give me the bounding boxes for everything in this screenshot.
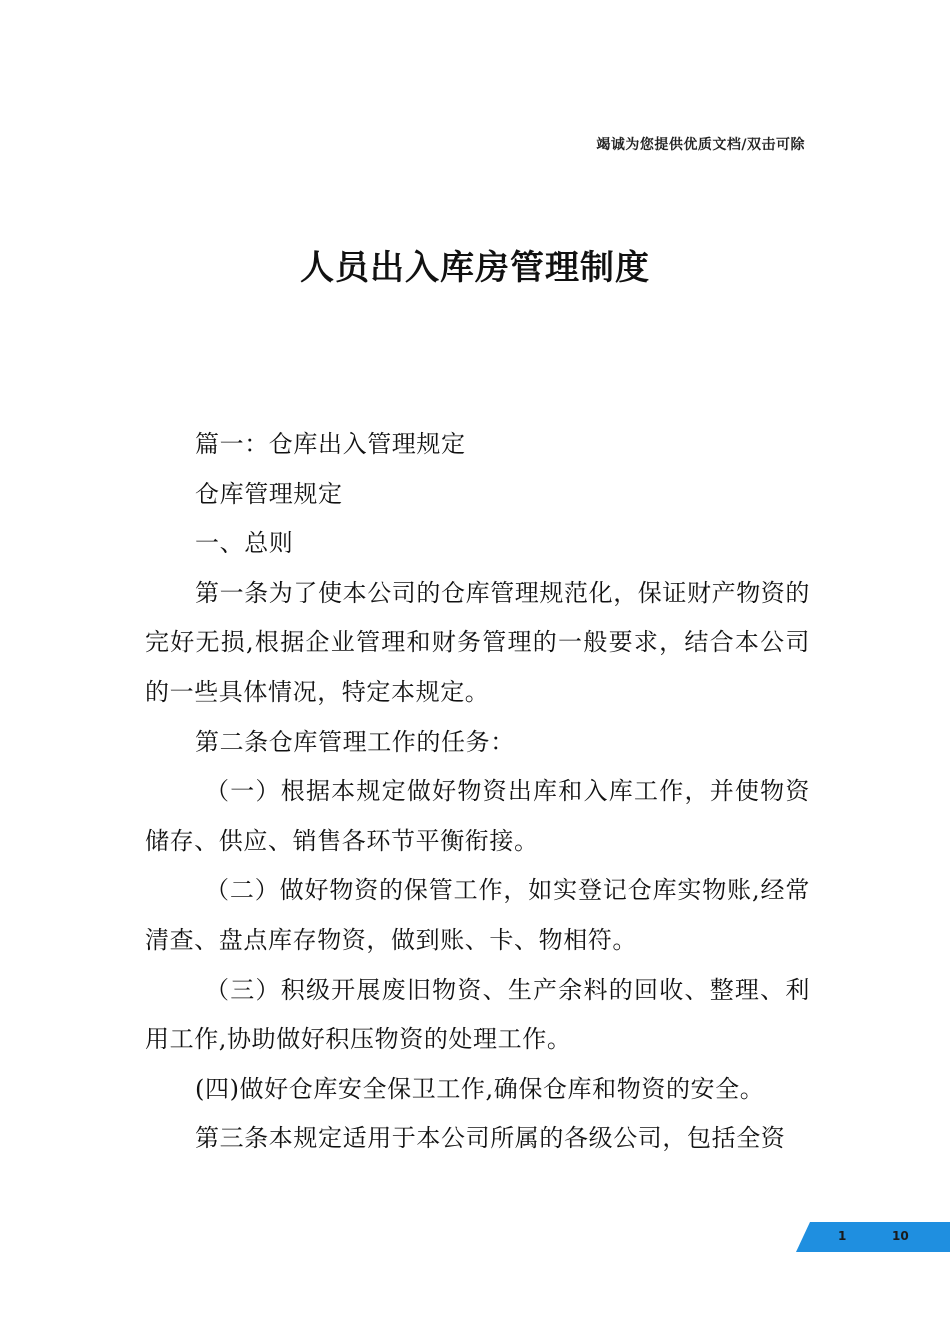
page-footer	[796, 1222, 950, 1252]
section-heading: 篇一：仓库出入管理规定	[195, 430, 466, 458]
subtitle: 仓库管理规定	[195, 479, 343, 508]
document-body	[145, 420, 810, 1164]
list-item: （三）积级开展废旧物资、生产余料的回收、整理、利用工作,协助做好积压物资的处理工作。	[145, 975, 810, 1054]
chapter-heading: 一、总则	[195, 529, 294, 558]
page-banner-shape	[796, 1222, 950, 1252]
document-title: 人员出入库房管理制度	[300, 248, 650, 288]
page-total: 10	[892, 1229, 909, 1243]
list-item: (四)做好仓库安全保卫工作,确保仓库和物资的安全。	[195, 1074, 765, 1103]
paragraph: 第二条仓库管理工作的任务：	[195, 727, 515, 756]
list-item: （二）做好物资的保管工作，如实登记仓库实物账,经常清查、盘点库存物资，做到账、卡、物相符。	[145, 876, 810, 954]
list-item: （一）根据本规定做好物资出库和入库工作，并使物资储存、供应、销售各环节平衡衔接。	[145, 777, 810, 855]
paragraph: 第一条为了使本公司的仓库管理规范化，保证财产物资的完好无损,根据企业管理和财务管理的一般要求，结合本公司的一些具体情况，特定本规定。	[145, 578, 810, 706]
page-number: 1	[838, 1229, 847, 1243]
paragraph: 第三条本规定适用于本公司所属的各级公司，包括全资	[195, 1124, 786, 1153]
header-note: 竭诚为您提供优质文档/双击可除	[596, 137, 805, 153]
